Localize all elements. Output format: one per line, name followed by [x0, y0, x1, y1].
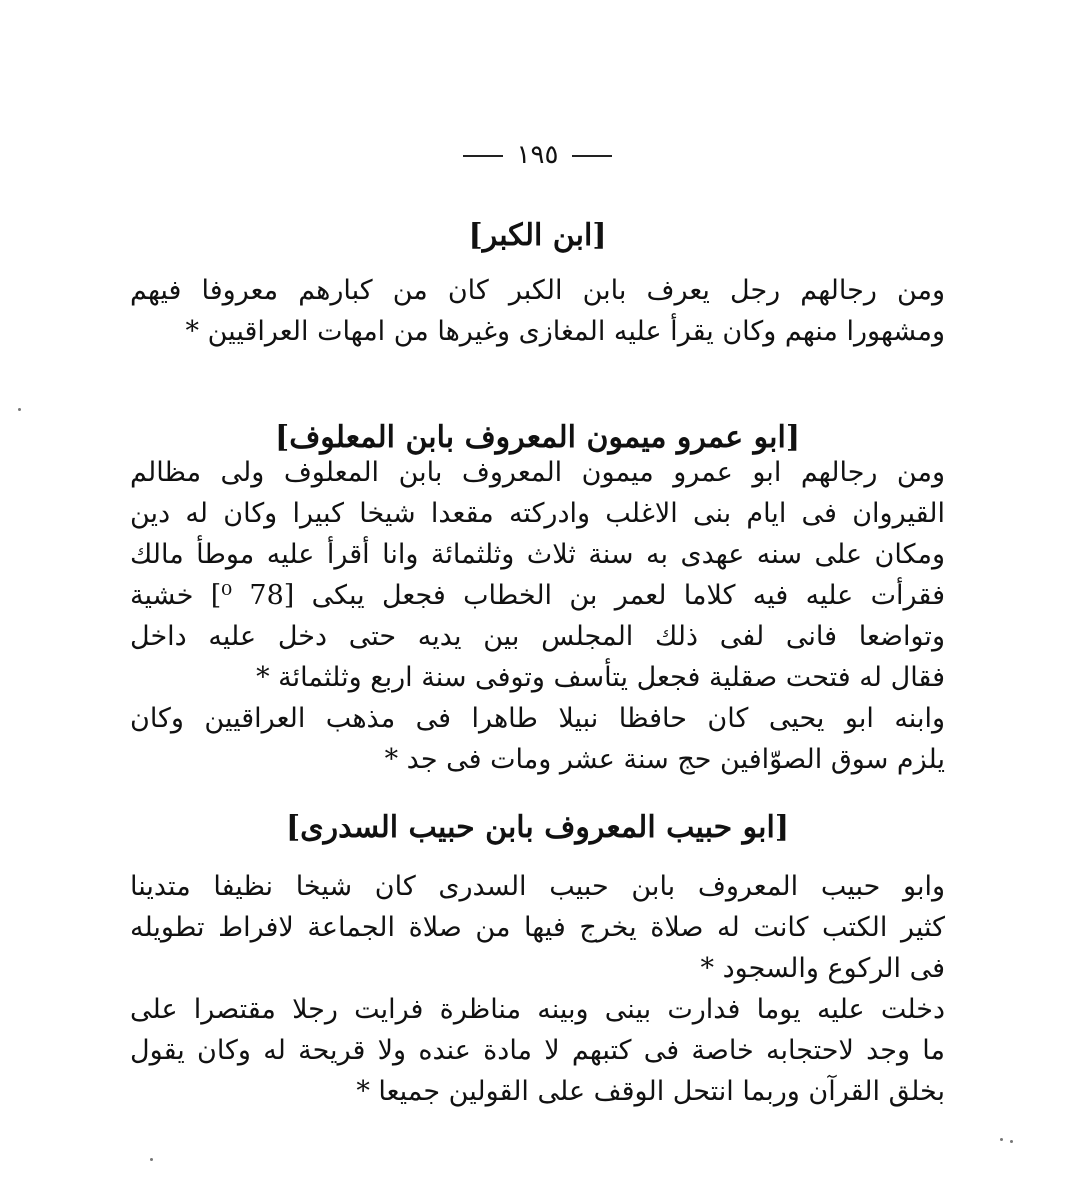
scan-speck — [1010, 1140, 1013, 1143]
paragraph — [130, 989, 945, 1112]
text-line: وابو حبيب المعروف بابن حبيب السدرى كان شيخا نظيفا متدينا — [130, 871, 945, 902]
paragraph — [130, 452, 945, 698]
page-number — [0, 140, 1075, 170]
text-line: ومن رجالهم ابو عمرو ميمون المعروف بابن المعلوف ولى مظالم — [130, 457, 945, 488]
paragraph — [130, 866, 945, 989]
text-line: بخلق القرآن وربما انتحل الوقف على القولين جميعا * — [356, 1076, 945, 1107]
text-line: وابنه ابو يحيى كان حافظا نبيلا طاهرا فى مذهب العراقيين وكان — [130, 703, 945, 734]
scan-speck — [18, 408, 21, 411]
paragraph — [130, 270, 945, 352]
text-line: ما وجد لاحتجابه خاصة فى كتبهم لا مادة عنده ولا قريحة له وكان يقول — [130, 1035, 945, 1066]
section-heading: [ابن الكبر] — [468, 218, 607, 253]
text-line: ومكان على سنه عهدى به سنة ثلاث وثلثمائة وانا أقرأ عليه موطأ مالك — [130, 539, 945, 570]
text-line: فى الركوع والسجود * — [700, 953, 945, 984]
page-number-dash-left — [463, 155, 503, 157]
text-line: القيروان فى ايام بنى الاغلب وادركته مقعدا شيخا كبيرا وكان له دين — [130, 498, 945, 529]
text-line: وتواضعا فانى لفى ذلك المجلس بين يديه حتى دخل عليه داخل — [130, 621, 945, 652]
paragraph — [130, 698, 945, 780]
section-heading: [ابو عمرو ميمون المعروف بابن المعلوف] — [274, 420, 801, 455]
section-heading: [ابو حبيب المعروف بابن حبيب السدرى] — [285, 810, 790, 845]
text-line: دخلت عليه يوما فدارت بينى وبينه مناظرة فرايت رجلا مقتصرا على — [130, 994, 945, 1025]
text-line: ومشهورا منهم وكان يقرأ عليه المغازى وغيرها من امهات العراقيين * — [185, 316, 945, 347]
scan-speck — [1000, 1138, 1003, 1141]
text-line: فقال له فتحت صقلية فجعل يتأسف وتوفى سنة اربع وثلثمائة * — [256, 662, 945, 693]
scan-speck — [150, 1158, 153, 1161]
text-line: يلزم سوق الصوّافين حج سنة عشر ومات فى جد * — [384, 744, 945, 775]
page-number-text: ١٩٥ — [516, 140, 559, 170]
text-line: كثير الكتب كانت له صلاة يخرج فيها من صلاة الجماعة لافراط تطويله — [130, 912, 945, 943]
text-line: ومن رجالهم رجل يعرف بابن الكبر كان من كبارهم معروفا فيهم — [130, 275, 945, 306]
page-number-dash-right — [572, 155, 612, 157]
text-line: فقرأت عليه فيه كلاما لعمر بن الخطاب فجعل يبكى [78 ⁰] خشية — [130, 580, 945, 611]
